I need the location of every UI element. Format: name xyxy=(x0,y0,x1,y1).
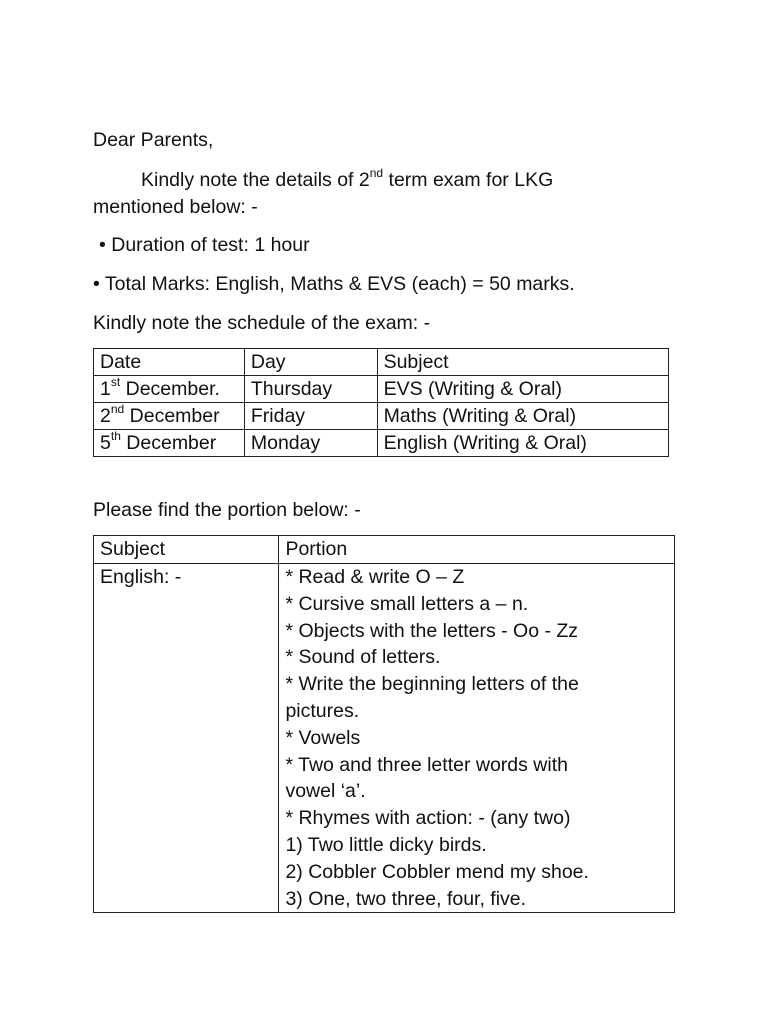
portion-line: 3) One, two three, four, five. xyxy=(285,887,527,910)
header-portion: Portion xyxy=(279,536,675,564)
schedule-day: Thursday xyxy=(244,376,377,403)
portion-line: * Sound of letters. xyxy=(285,646,441,669)
portion-line: * Rhymes with action: - (any two) xyxy=(285,807,571,830)
date-ordinal-suffix: st xyxy=(110,374,121,389)
schedule-row xyxy=(94,403,669,430)
date-number: 2 xyxy=(100,405,111,427)
schedule-date xyxy=(94,376,245,403)
header-date: Date xyxy=(94,349,245,376)
portion-line: pictures. xyxy=(285,699,360,722)
portion-line: * Cursive small letters a – n. xyxy=(285,592,529,615)
intro-ordinal-suffix: nd xyxy=(369,165,384,180)
bullet-total-marks: • Total Marks: English, Maths & EVS (each) = 50 marks. xyxy=(93,273,575,295)
date-ordinal-suffix: th xyxy=(110,428,121,443)
intro-text-after: term exam for LKG xyxy=(383,169,554,191)
intro-text-before: Kindly note the details of 2 xyxy=(141,169,370,191)
greeting: Dear Parents, xyxy=(93,129,214,151)
schedule-subject: Maths (Writing & Oral) xyxy=(377,403,668,430)
portion-subject: English: - xyxy=(94,564,279,913)
schedule-row xyxy=(94,376,669,403)
date-month: December. xyxy=(120,378,220,400)
portion-line: 1) Two little dicky birds. xyxy=(285,833,487,856)
portion-line: 2) Cobbler Cobbler mend my shoe. xyxy=(285,860,589,883)
schedule-subject: English (Writing & Oral) xyxy=(377,430,668,457)
schedule-table xyxy=(93,348,669,457)
date-month: December xyxy=(120,432,217,454)
schedule-day: Friday xyxy=(244,403,377,430)
schedule-date xyxy=(94,403,245,430)
header-day: Day xyxy=(244,349,377,376)
date-month: December xyxy=(124,405,220,427)
schedule-subject: EVS (Writing & Oral) xyxy=(377,376,668,403)
portion-line: * Write the beginning letters of the xyxy=(285,673,579,696)
intro-line-1 xyxy=(141,167,553,194)
schedule-date xyxy=(94,430,245,457)
intro-line-2: mentioned below: - xyxy=(93,196,258,218)
portion-line: vowel ‘a’. xyxy=(285,780,366,803)
date-ordinal-suffix: nd xyxy=(110,401,125,416)
date-number: 1 xyxy=(100,378,111,400)
portion-line: * Read & write O – Z xyxy=(285,566,465,588)
portion-line: * Vowels xyxy=(285,726,361,749)
date-number: 5 xyxy=(100,432,111,454)
bullet-duration: • Duration of test: 1 hour xyxy=(99,234,310,256)
header-subject: Subject xyxy=(94,536,279,564)
portion-intro: Please find the portion below: - xyxy=(93,499,361,521)
portion-list xyxy=(279,564,675,913)
portion-line: * Objects with the letters - Oo - Zz xyxy=(285,619,579,642)
portion-table xyxy=(93,535,675,913)
schedule-day: Monday xyxy=(244,430,377,457)
schedule-intro: Kindly note the schedule of the exam: - xyxy=(93,312,431,334)
portion-row xyxy=(94,564,675,913)
header-subject: Subject xyxy=(377,349,668,376)
schedule-row xyxy=(94,430,669,457)
portion-line: * Two and three letter words with xyxy=(285,753,568,776)
portion-header-row xyxy=(94,536,675,564)
schedule-header-row xyxy=(94,349,669,376)
